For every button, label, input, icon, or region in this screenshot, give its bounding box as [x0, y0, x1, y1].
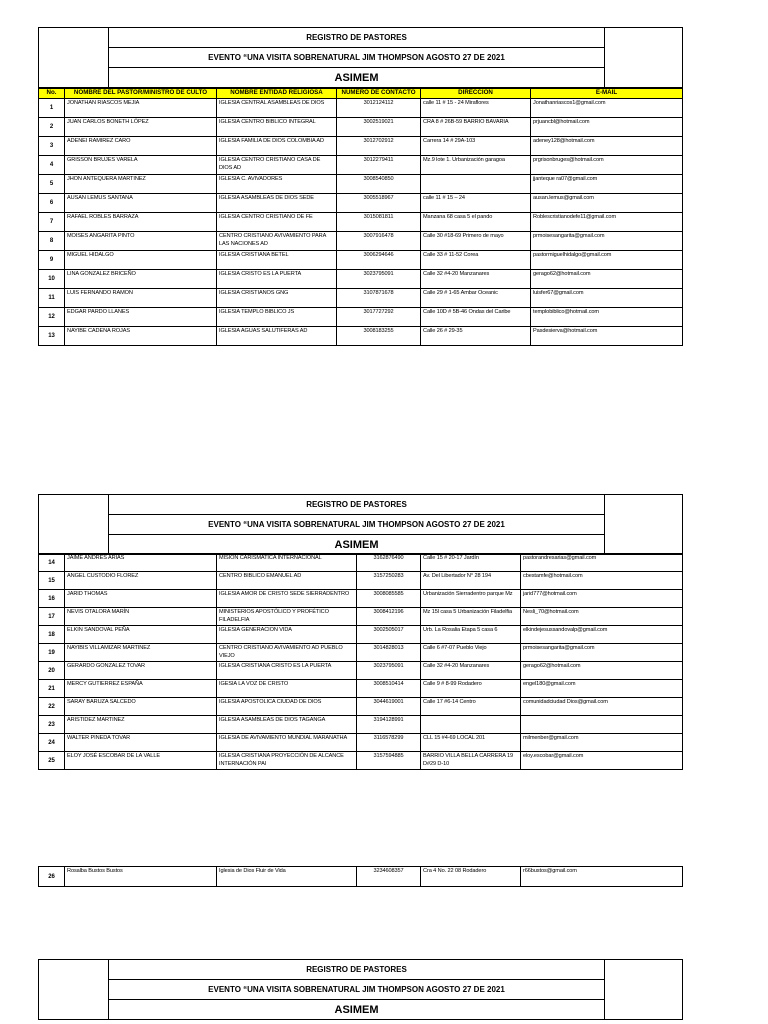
- col-name: NOMBRE DEL PASTOR/MINISTRO DE CULTO: [65, 89, 217, 99]
- address: Av. Del Libertador N° 28 194: [421, 572, 521, 590]
- table-row: [39, 752, 683, 770]
- email: comunidadciudad Dios@gmail.com: [521, 698, 683, 716]
- row-number: 7: [39, 213, 65, 232]
- entity-name: CENTRO CRISTIANO AVIVAMIENTO PARA LAS NACIONES AD: [217, 232, 337, 251]
- header-org: ASIMEM: [109, 535, 605, 555]
- header-org: ASIMEM: [109, 68, 605, 88]
- entity-name: IGLESIA CRISTIANOS GNG: [217, 289, 337, 308]
- pastor-name: AUSAN LEMUS SANTANA: [65, 194, 217, 213]
- col-email: E-MAIL: [531, 89, 683, 99]
- pastors-table-1: [38, 88, 683, 346]
- address: CLL 15 #4-69 LOCAL 201: [421, 734, 521, 752]
- address: Urbanización Sierradentro parque Mz: [421, 590, 521, 608]
- entity-name: IGESIA LA VOZ DE CRISTO: [217, 680, 357, 698]
- data-block-2: [38, 553, 683, 770]
- address: Calle 32 #4-20 Manzanares: [421, 270, 531, 289]
- contact-number: 3023795091: [337, 270, 421, 289]
- col-no: No.: [39, 89, 65, 99]
- row-number: 17: [39, 608, 65, 626]
- row-number: 19: [39, 644, 65, 662]
- address: Calle 6 #7-07 Pueblo Viejo: [421, 644, 521, 662]
- pastor-name: JONATHAN RIASCOS MEJIA: [65, 99, 217, 118]
- email: milmenber@gmail.com: [521, 734, 683, 752]
- row-number: 5: [39, 175, 65, 194]
- entity-name: Iglesia de Dios Fluir de Vida: [217, 867, 357, 887]
- address: BARRIO VILLA BELLA CARRERA 19 D#29 D-10: [421, 752, 521, 770]
- table-row: [39, 232, 683, 251]
- pastor-name: WALTER PINEDA TOVAR: [65, 734, 217, 752]
- contact-number: 3157250283: [357, 572, 421, 590]
- address: calle 11 # 15 - 24 Miraflores: [421, 99, 531, 118]
- header-org: ASIMEM: [109, 1000, 605, 1020]
- header-title: REGISTRO DE PASTORES: [109, 960, 605, 980]
- email: adeney128@hotmail.com: [531, 137, 683, 156]
- pastor-name: Rosalba Bustos Bustos: [65, 867, 217, 887]
- table-row: [39, 270, 683, 289]
- table-row: [39, 213, 683, 232]
- contact-number: 3012124112: [337, 99, 421, 118]
- table-row: [39, 156, 683, 175]
- pastor-name: NEVIS OTALORA MARÍN: [65, 608, 217, 626]
- contact-number: 3234608357: [357, 867, 421, 887]
- email: r66bustos@gmail.com: [521, 867, 683, 887]
- table-row: [39, 194, 683, 213]
- email: Jonathanriascos1@gmail.com: [531, 99, 683, 118]
- email: cbestamfe@hotmail.com: [521, 572, 683, 590]
- col-address: DIRECCIÓN: [421, 89, 531, 99]
- header-event: EVENTO “UNA VISITA SOBRENATURAL JIM THOMPSON AGOSTO 27 DE 2021: [109, 515, 605, 535]
- table-row: [39, 734, 683, 752]
- contact-number: 3012702912: [337, 137, 421, 156]
- contact-number: 3007916478: [337, 232, 421, 251]
- row-number: 21: [39, 680, 65, 698]
- row-number: 25: [39, 752, 65, 770]
- entity-name: IGLESIA DE AVIVAMIENTO MUNDIAL MARANATHA: [217, 734, 357, 752]
- table-row: [39, 626, 683, 644]
- address: calle 11 # 15 – 24: [421, 194, 531, 213]
- table-row: [39, 175, 683, 194]
- table-row: [39, 867, 683, 887]
- pastor-name: GRISSON BRUJES VARELA: [65, 156, 217, 175]
- row-number: 11: [39, 289, 65, 308]
- email: prmoisesangarita@gmail.com: [531, 232, 683, 251]
- contact-number: 3008183255: [337, 327, 421, 346]
- entity-name: IGLESIA CENTRO CRISTIANO CASA DE DIOS AD: [217, 156, 337, 175]
- address: Calle 30 #18-69 Primero de mayo: [421, 232, 531, 251]
- address: [421, 716, 521, 734]
- entity-name: IGLESIA GENERACION VIDA: [217, 626, 357, 644]
- table-row: [39, 308, 683, 327]
- pastor-name: ADENEI RAMIREZ CARO: [65, 137, 217, 156]
- row-number: 20: [39, 662, 65, 680]
- logo-cell: [39, 495, 109, 555]
- pastor-name: JUAN CARLOS BONETH LÓPEZ: [65, 118, 217, 137]
- contact-number: 3015081811: [337, 213, 421, 232]
- registro-block-1: [38, 27, 683, 88]
- row-number: 8: [39, 232, 65, 251]
- contact-number: 3012279411: [337, 156, 421, 175]
- email: [521, 716, 683, 734]
- contact-number: 3162876490: [357, 554, 421, 572]
- row-number: 4: [39, 156, 65, 175]
- table-row: [39, 680, 683, 698]
- row-number: 12: [39, 308, 65, 327]
- header-table: [38, 494, 683, 555]
- entity-name: IGLESIA FAMILIA DE DIOS COLOMBIA AD: [217, 137, 337, 156]
- email: templobiblico@hotmail.com: [531, 308, 683, 327]
- entity-name: CENTRO BIBLICO EMANUEL AD: [217, 572, 357, 590]
- pastor-name: RAFAEL ROBLES BARRAZA: [65, 213, 217, 232]
- contact-number: 3044619001: [357, 698, 421, 716]
- email: luisfer67@gmail.com: [531, 289, 683, 308]
- entity-name: IGLESIA CENTRO CRISTIANO DE FE: [217, 213, 337, 232]
- table-row: [39, 608, 683, 626]
- address: Calle 10D # 5B-46 Ondas del Caribe: [421, 308, 531, 327]
- row-number: 6: [39, 194, 65, 213]
- logo-cell: [39, 28, 109, 88]
- entity-name: MISION CARISMATICA INTERNACIONAL: [217, 554, 357, 572]
- entity-name: IGLESIA CRISTO ES LA PUERTA: [217, 270, 337, 289]
- entity-name: IGLESIA TEMPLO BIBLICO JS: [217, 308, 337, 327]
- table-row: [39, 327, 683, 346]
- entity-name: IGLESIA CRISTIANA PROYECCIÓN DE ALCANCE INTERNACIÓN PAI: [217, 752, 357, 770]
- address: Calle 32 #4-20 Manzanares: [421, 662, 521, 680]
- entity-name: IGLESIA AGUAS SALUTIFERAS AD: [217, 327, 337, 346]
- contact-number: 3017727292: [337, 308, 421, 327]
- entity-name: CENTRO CRISTIANO AVIVAMIENTO AD PUEBLO VIEJO: [217, 644, 357, 662]
- header-table: [38, 959, 683, 1020]
- pastor-name: LUIS FERNANDO RAMON: [65, 289, 217, 308]
- contact-number: 3005518967: [337, 194, 421, 213]
- pastor-name: ANGEL CUSTODIO FLOREZ: [65, 572, 217, 590]
- pastors-table-3: [38, 866, 683, 887]
- email: Roblescristianodefe11@gmail.com: [531, 213, 683, 232]
- table-row: [39, 118, 683, 137]
- entity-name: MINISTERIOS APOSTÓLICO Y PROFÉTICO FILADELFIA: [217, 608, 357, 626]
- table-row: [39, 251, 683, 270]
- entity-name: IGLESIA ASAMBLEAS DE DIOS SEDE: [217, 194, 337, 213]
- contact-number: 3008085585: [357, 590, 421, 608]
- col-phone: NUMERO DE CONTACTO: [337, 89, 421, 99]
- pastor-name: EDGAR PARDO LLANES: [65, 308, 217, 327]
- table-row: [39, 99, 683, 118]
- header-event: EVENTO “UNA VISITA SOBRENATURAL JIM THOMPSON AGOSTO 27 DE 2021: [109, 48, 605, 68]
- pastor-name: MOISES ANGARITA PINTO: [65, 232, 217, 251]
- col-entity: NOMBRE ENTIDAD RELIGIOSA: [217, 89, 337, 99]
- address: Calle 29 # 1-65 Ambar Oceanic: [421, 289, 531, 308]
- header-title: REGISTRO DE PASTORES: [109, 28, 605, 48]
- row-number: 22: [39, 698, 65, 716]
- pastor-name: ELKIN SANDOVAL PEÑA: [65, 626, 217, 644]
- address: Calle 9 # 8-99 Rodadero: [421, 680, 521, 698]
- contact-number: 3023795091: [357, 662, 421, 680]
- email: Nesli_70@hotmail.com: [521, 608, 683, 626]
- address: Carrera 14 # 29A-103: [421, 137, 531, 156]
- table-row: [39, 554, 683, 572]
- entity-name: IGLESIA CENTRO BIBLICO INTEGRAL: [217, 118, 337, 137]
- row-number: 3: [39, 137, 65, 156]
- email: jjanteque ra07@gmail.com: [531, 175, 683, 194]
- data-block-1: [38, 88, 683, 346]
- row-number: 14: [39, 554, 65, 572]
- logo-cell: [39, 960, 109, 1020]
- address: Calle 26 # 29-35: [421, 327, 531, 346]
- row-number: 26: [39, 867, 65, 887]
- contact-number: 3194128991: [357, 716, 421, 734]
- pastor-name: NAYIBE CADENA ROJAS: [65, 327, 217, 346]
- email: prjuancbl@hotmail.com: [531, 118, 683, 137]
- pastor-name: SARAY BARUZA SALCEDO: [65, 698, 217, 716]
- row-number: 10: [39, 270, 65, 289]
- address: Manzana 68 casa 5 el pando: [421, 213, 531, 232]
- table-row: [39, 662, 683, 680]
- email: gerago62@hotmail.com: [531, 270, 683, 289]
- pastor-name: ARISTIDEZ MARTINEZ: [65, 716, 217, 734]
- data-block-3: [38, 866, 683, 887]
- pastor-name: JHON ANTEQUERA MARTINEZ: [65, 175, 217, 194]
- entity-name: IGLESIA CRISTIANA BETEL: [217, 251, 337, 270]
- header-table: [38, 27, 683, 88]
- table-row: [39, 289, 683, 308]
- registro-block-3: [38, 959, 683, 1020]
- address: Urb. La Rosalia Etapa 5 casa 6: [421, 626, 521, 644]
- pastor-name: NAYIBIS VILLAMIZAR MARTINEZ: [65, 644, 217, 662]
- pastor-name: GERARDO GONZALEZ TOVAR: [65, 662, 217, 680]
- address: [421, 175, 531, 194]
- table-row: [39, 572, 683, 590]
- entity-name: IGLESIA C. AVIVADORES: [217, 175, 337, 194]
- row-number: 2: [39, 118, 65, 137]
- header-title: REGISTRO DE PASTORES: [109, 495, 605, 515]
- contact-number: 3002519021: [337, 118, 421, 137]
- email: prmoisesangarita@gmail.com: [521, 644, 683, 662]
- registro-block-2: [38, 494, 683, 555]
- row-number: 13: [39, 327, 65, 346]
- email: jarid777@hotmail.com: [521, 590, 683, 608]
- contact-number: 3008412196: [357, 608, 421, 626]
- table-row: [39, 590, 683, 608]
- table-row: [39, 137, 683, 156]
- contact-number: 3008540850: [337, 175, 421, 194]
- row-number: 9: [39, 251, 65, 270]
- table-row: [39, 644, 683, 662]
- contact-number: 3008510414: [357, 680, 421, 698]
- pastor-name: JAIME ANDRES ARIAS: [65, 554, 217, 572]
- contact-number: 3157594885: [357, 752, 421, 770]
- pastor-name: JARID THOMAS: [65, 590, 217, 608]
- pastor-name: ELOY JOSÉ ESCOBAR DE LA VALLE: [65, 752, 217, 770]
- contact-number: 3116578299: [357, 734, 421, 752]
- row-number: 24: [39, 734, 65, 752]
- pastor-name: MERCY GUTIERREZ ESPAÑA: [65, 680, 217, 698]
- row-number: 18: [39, 626, 65, 644]
- email: engel180@gmail.com: [521, 680, 683, 698]
- pastor-name: MIGUEL HIDALGO: [65, 251, 217, 270]
- address: Mz 15l casa 5 Urbanización Filadelfia: [421, 608, 521, 626]
- email: ausan.lemus@gmail.com: [531, 194, 683, 213]
- address: Mz.9 lote 1. Urbanización garagoa: [421, 156, 531, 175]
- address: Calle 17 #6-14 Centro: [421, 698, 521, 716]
- entity-name: IGLESIA CENTRAL ASAMBLEAS DE DIOS: [217, 99, 337, 118]
- email: elkindejesussandovalp@gmail.com: [521, 626, 683, 644]
- table-row: [39, 716, 683, 734]
- address: CRA 8 # 26B-59 BARRIO BAVARIA: [421, 118, 531, 137]
- pastor-name: LINA GONZALEZ BRICEÑO: [65, 270, 217, 289]
- email: Pasdesierva@hotmail.com: [531, 327, 683, 346]
- pastors-table-2: [38, 553, 683, 770]
- contact-number: 3002505017: [357, 626, 421, 644]
- column-header-row: [39, 89, 683, 99]
- contact-number: 3014828013: [357, 644, 421, 662]
- row-number: 15: [39, 572, 65, 590]
- entity-name: IGLESIA AMOR DE CRISTO SEDE SIERRADENTRO: [217, 590, 357, 608]
- header-event: EVENTO “UNA VISITA SOBRENATURAL JIM THOMPSON AGOSTO 27 DE 2021: [109, 980, 605, 1000]
- email: pastorandresarias@gmail.com: [521, 554, 683, 572]
- address: Cra 4 No. 22 08 Rodadero: [421, 867, 521, 887]
- table-row: [39, 698, 683, 716]
- row-number: 16: [39, 590, 65, 608]
- contact-number: 3006294646: [337, 251, 421, 270]
- row-number: 23: [39, 716, 65, 734]
- email: gerago62@hotmail.com: [521, 662, 683, 680]
- email: eloy.escobar@gmail.com: [521, 752, 683, 770]
- contact-number: 3107871678: [337, 289, 421, 308]
- row-number: 1: [39, 99, 65, 118]
- entity-name: IGLESIA APOSTOLICA CIUDAD DE DIOS: [217, 698, 357, 716]
- email: pastormiguelhidalgo@gmail.com: [531, 251, 683, 270]
- address: Calle 15 # 20-17 Jardín: [421, 554, 521, 572]
- email: prgrisonbruges@hotmail.com: [531, 156, 683, 175]
- entity-name: IGLESIA CRISTIANA CRISTO ES LA PUERTA: [217, 662, 357, 680]
- entity-name: IGLESIA ASAMBLEAS DE DIOS TAGANGA: [217, 716, 357, 734]
- address: Calle 33 # 11-52 Corea: [421, 251, 531, 270]
